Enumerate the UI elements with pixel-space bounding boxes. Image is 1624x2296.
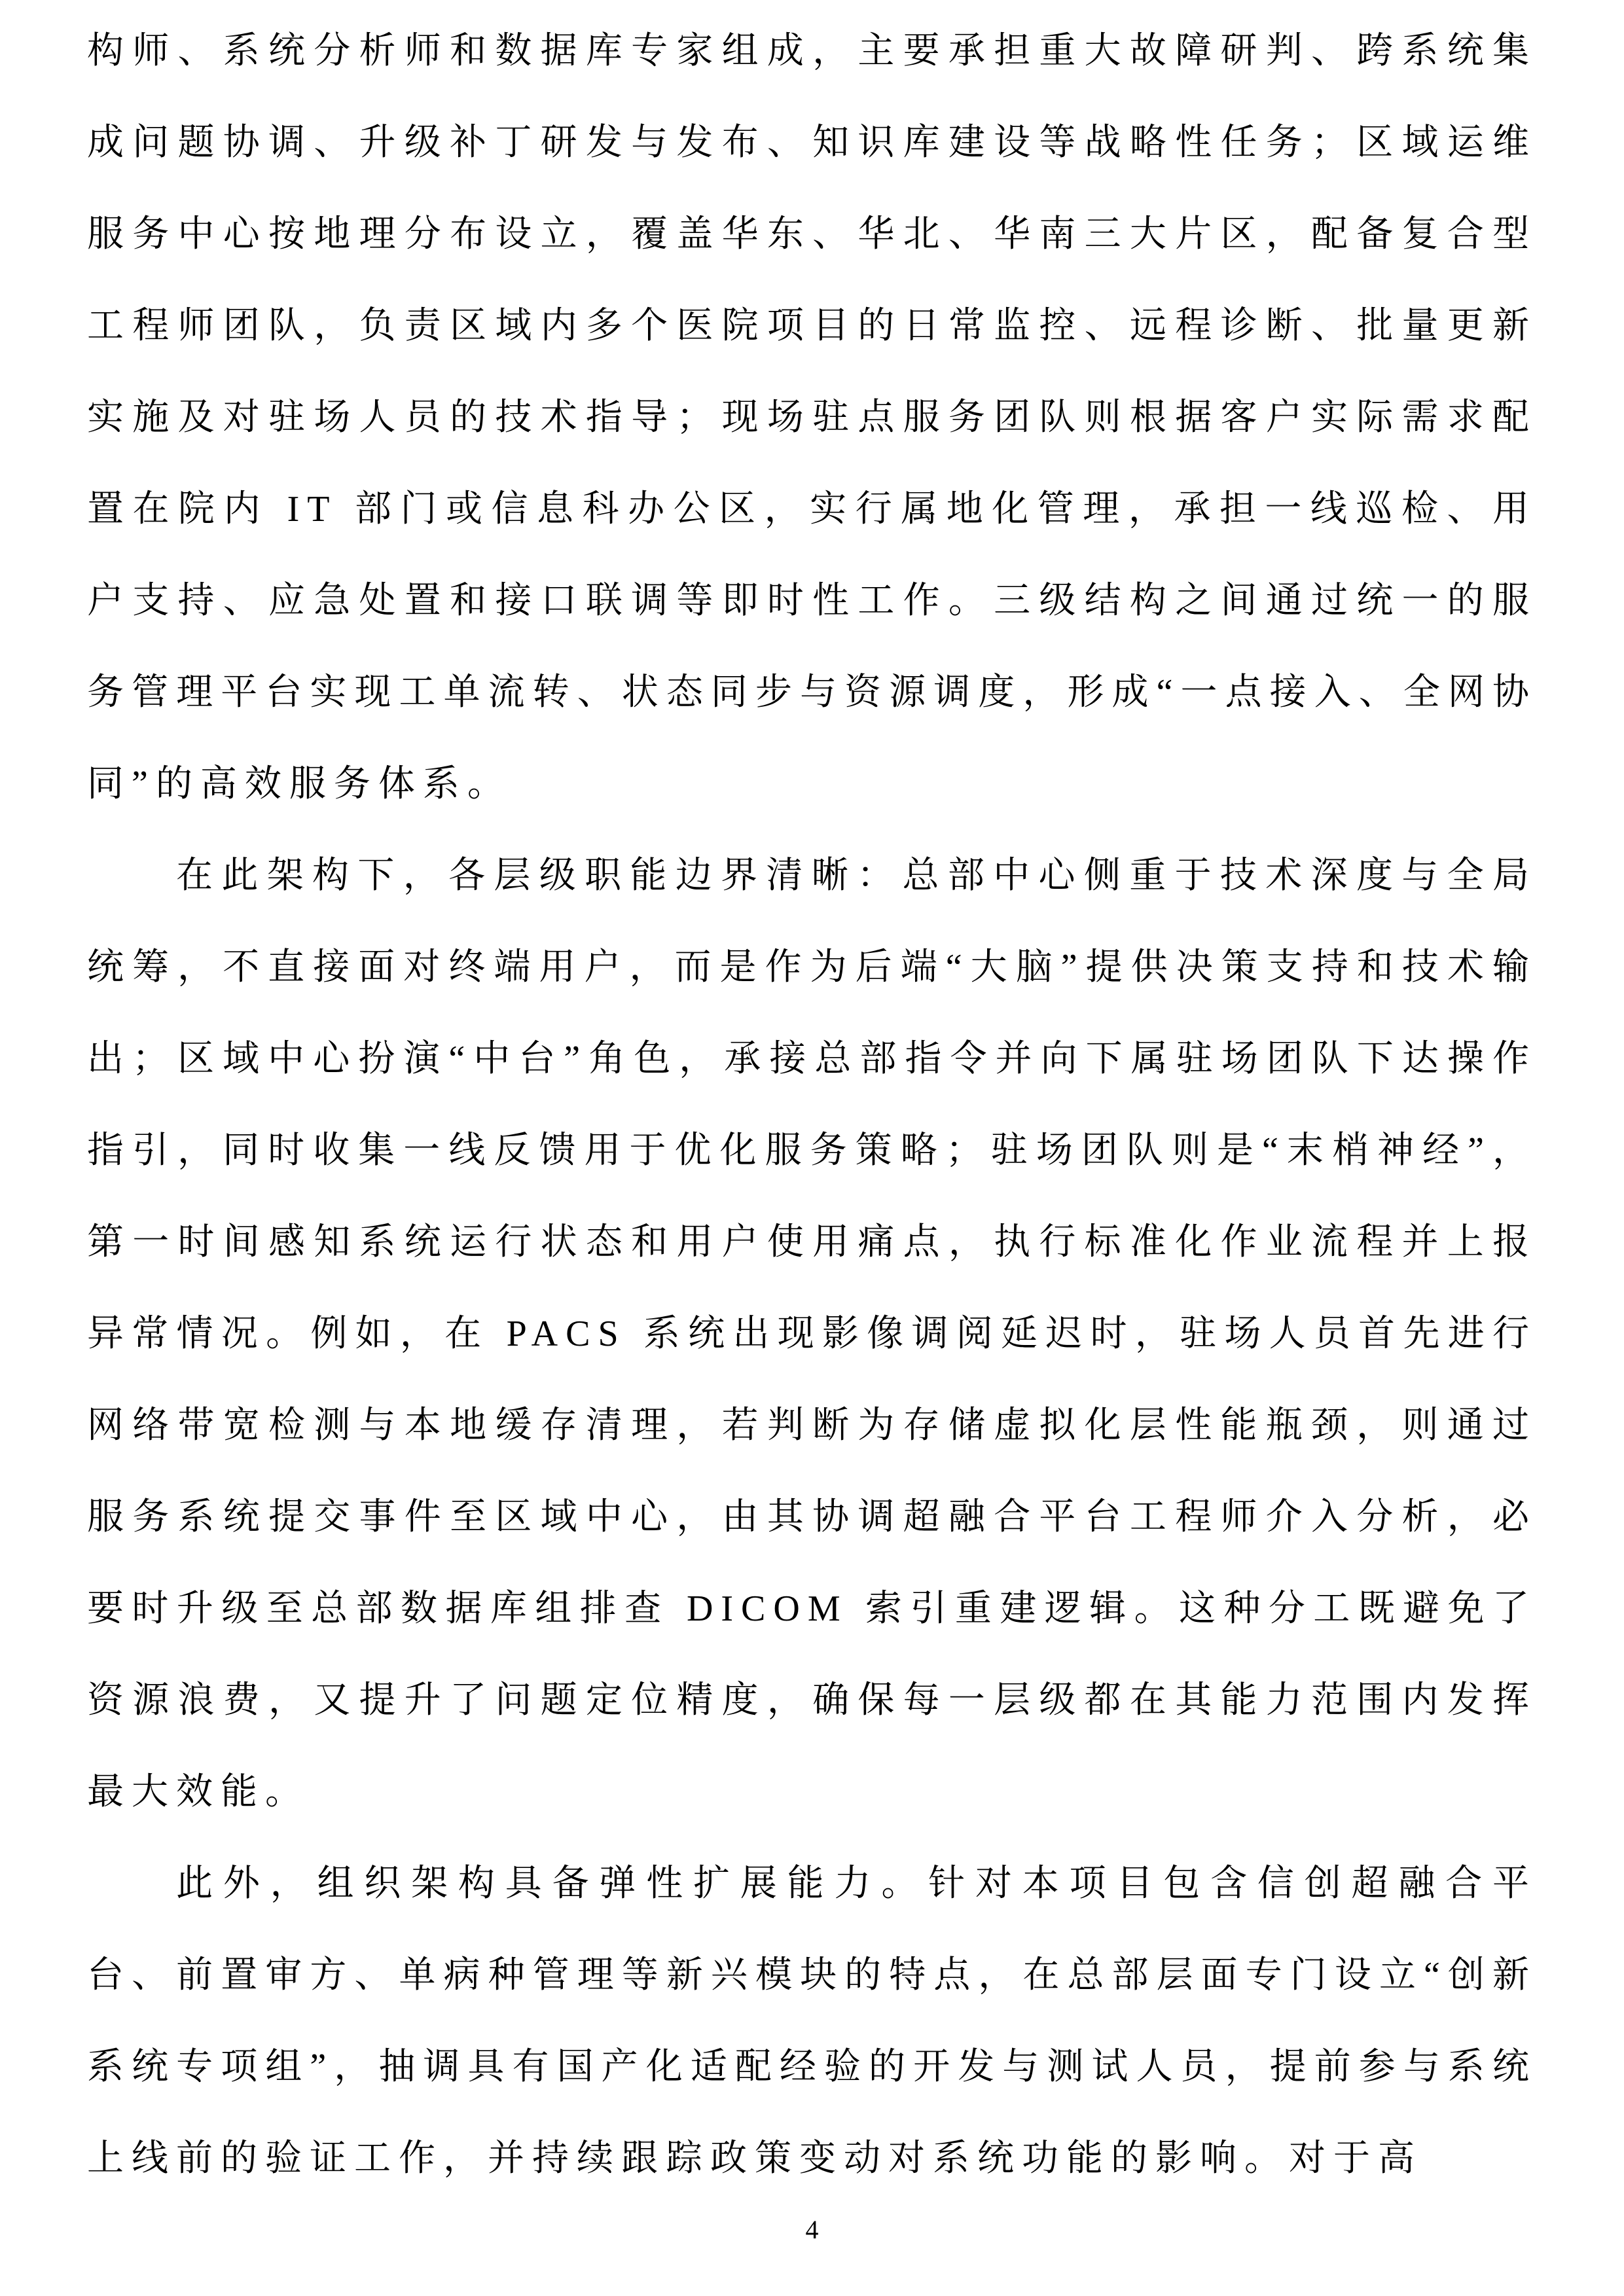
body-paragraph-3: 此外，组织架构具备弹性扩展能力。针对本项目包含信创超融合平台、前置审方、单病种管理等新兴模块的特点，在总部层面专门设立“创新系统专项组”，抽调具有国产化适配经验的开发与测试人员，提前参与系统上线前的验证工作，并持续跟踪政策变动对系统功能的影响。对于高 [87, 1863, 1537, 2179]
page-footer [0, 2214, 1624, 2245]
body-paragraph-1: 构师、系统分析师和数据库专家组成，主要承担重大故障研判、跨系统集成问题协调、升级补丁研发与发布、知识库建设等战略性任务；区域运维服务中心按地理分布设立，覆盖华东、华北、华南三大片区，配备复合型工程师团队，负责区域内多个医院项目的日常监控、远程诊断、批量更新实施及对驻场人员的技术指导；现场驻点服务团队则根据客户实际需求配置在院内 IT 部门或信息科办公区，实行属地化管理，承担一线巡检、用户支持、应急处置和接口联调等即时性工作。三级结构之间通过统一的服务管理平台实现工单流转、状态同步与资源调度，形成“一点接入、全网协同”的高效服务体系。 [87, 31, 1537, 804]
document-body [87, 5, 1537, 2204]
body-paragraph-2: 在此架构下，各层级职能边界清晰：总部中心侧重于技术深度与全局统筹，不直接面对终端用户，而是作为后端“大脑”提供决策支持和技术输出；区域中心扮演“中台”角色，承接总部指令并向下属驻场团队下达操作指引，同时收集一线反馈用于优化服务策略；驻场团队则是“末梢神经”，第一时间感知系统运行状态和用户使用痛点，执行标准化作业流程并上报异常情况。例如，在 PACS 系统出现影像调阅延迟时，驻场人员首先进行网络带宽检测与本地缓存清理，若判断为存储虚拟化层性能瓶颈，则通过服务系统提交事件至区域中心，由其协调超融合平台工程师介入分析，必要时升级至总部数据库组排查 DICOM 索引重建逻辑。这种分工既避免了资源浪费，又提升了问题定位精度，确保每一层级都在其能力范围内发挥最大效能。 [87, 855, 1537, 1812]
page-number: 4 [805, 2215, 819, 2244]
